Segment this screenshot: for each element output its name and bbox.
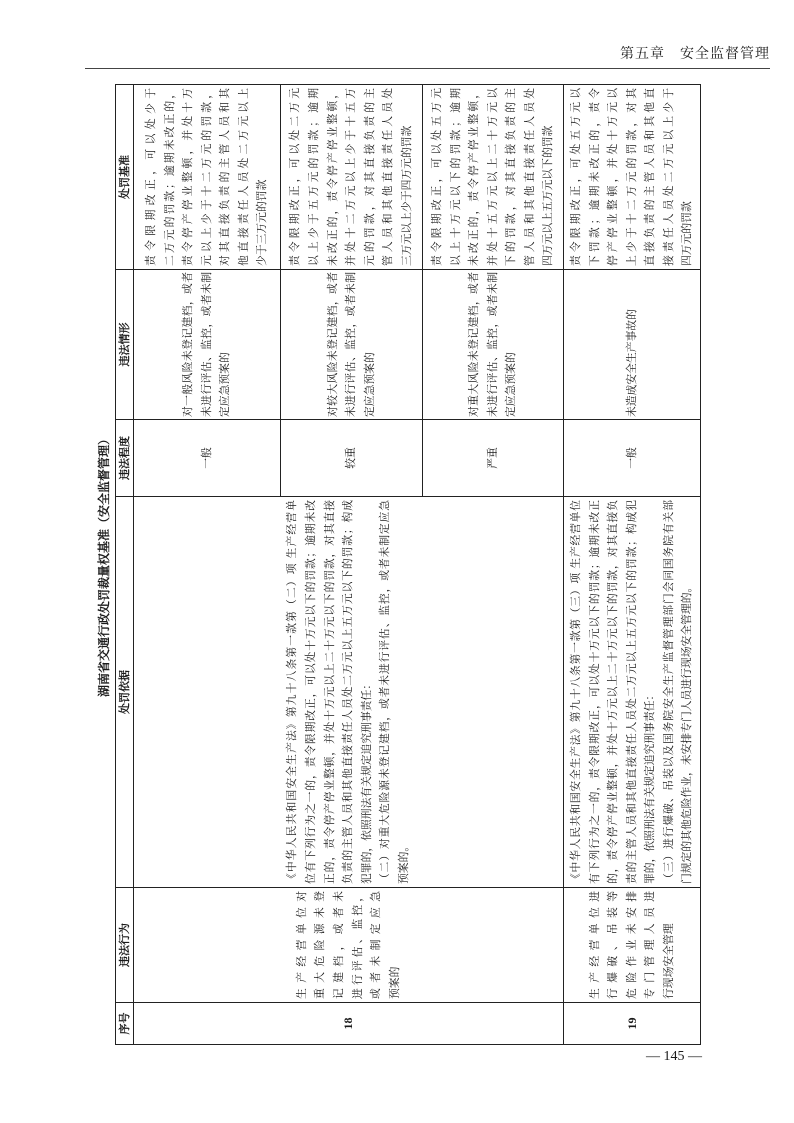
degree-cell: 一般: [564, 420, 701, 497]
text-line: 对一般风险未登记建档，或者: [182, 272, 195, 417]
text-line: 他直接责任人员处二万元以上: [237, 88, 250, 266]
text-line: 预案的: [388, 966, 401, 999]
paragraph: [586, 891, 679, 999]
paragraph: [293, 891, 405, 999]
paragraph: [428, 88, 558, 266]
text-line: 下罚款；逾期未改正的，责令: [588, 88, 601, 266]
text-line: 门规定的其他危险作业，未安排专门人员进行现场安全管理的。: [681, 581, 694, 884]
paragraph: [465, 272, 521, 417]
text-line: 犯罪的，依照刑法有关规定追究刑事责任：: [360, 678, 373, 884]
text-line: 重大危险源未登: [314, 891, 327, 999]
text-line: 《中华人民共和国安全生产法》第九十八条第一款第（三）项 生产经营单位: [569, 500, 582, 884]
header-no: 序号: [116, 1003, 134, 1045]
degree-cell: 严重: [423, 420, 564, 497]
text-line: 责的主管人员和其他直接责任人员处二万元以上五万元以下的罚款；构成犯: [625, 500, 638, 884]
running-head: 第五章 安全监督管理: [620, 47, 770, 62]
circumstance-cell: [281, 270, 423, 420]
header-rule: [85, 68, 770, 69]
text-line: 以上少于五万元的罚款；逾期: [308, 88, 321, 266]
text-line: 《中华人民共和国安全生产法》第九十八条第一款第（二）项 生产经营单: [286, 500, 299, 884]
header-row: [116, 85, 134, 1045]
circumstance-cell: [423, 270, 564, 420]
paragraph: [286, 88, 416, 266]
text-line: 三万元以上少于四万元的罚款: [400, 125, 413, 266]
text-line: 停产停业整顿，并处十万元以: [607, 88, 620, 266]
row-number: 18: [134, 1003, 564, 1045]
text-line: 未进行评估、监控，或者未制: [345, 272, 358, 417]
penalty-table: [115, 84, 701, 1045]
text-line: 未改正的，责令停产停业整顿，: [468, 88, 481, 266]
text-line: 的，责令停产停业整顿，并处十万元以上二十万元以下的罚款，对其直接负: [607, 500, 620, 884]
text-line: 责令限期改正，可以处少于: [144, 88, 157, 266]
penalty-basis-cell: [134, 497, 564, 888]
header-basis: 处罚依据: [116, 497, 134, 888]
text-line: 对其直接负责的主管人员和其: [219, 88, 232, 266]
standard-cell: [134, 85, 281, 270]
text-line: 对重大风险未登记建档，或者: [468, 272, 481, 417]
text-line: 负责的主管人员和其他直接责任人员处二万元以上五万元以下的罚款；构成: [342, 500, 355, 884]
text-line: 未造成安全生产事故的: [625, 309, 638, 417]
text-line: 罪的，依照刑法有关规定追究刑事责任：: [644, 689, 657, 884]
text-line: 四万元的罚款: [681, 201, 694, 266]
paragraph: [660, 500, 697, 884]
header-degree: 违法程度: [116, 420, 134, 497]
text-line: （三）进行爆破、吊装以及国务院安全生产监督管理部门会同国务院有关部: [662, 500, 675, 884]
header-standard: 处罚基准: [116, 85, 134, 270]
page-number: — 145 —: [646, 1049, 702, 1064]
text-line: 以上十万元以下的罚款；逾期: [449, 88, 462, 266]
paragraph: [324, 272, 380, 417]
paragraph: [623, 272, 642, 417]
rotated-table-block: [93, 85, 700, 1045]
text-line: 并处十五万元以上二十万元以: [486, 88, 499, 266]
text-line: 并处十二万元以上少于十五万: [345, 88, 358, 266]
violation-act-cell: [134, 888, 564, 1003]
paragraph: [567, 500, 660, 884]
text-line: 责令限期改正，可以处五万元: [430, 88, 443, 266]
table-row: [564, 85, 701, 1045]
text-line: 未进行评估、监控，或者未制: [486, 272, 499, 417]
text-line: 定应急预案的: [363, 352, 376, 417]
text-line: 行现场安全管理: [662, 923, 675, 999]
violation-act-cell: [564, 888, 701, 1003]
paragraph: [283, 500, 376, 884]
text-line: 责令停产停业整顿，并处十万: [182, 88, 195, 266]
text-line: 四万元以上五万元以下的罚款: [542, 125, 555, 266]
paragraph: [567, 88, 697, 266]
header-circumstance: 违法情形: [116, 270, 134, 420]
text-line: 定应急预案的: [505, 352, 518, 417]
circumstance-cell: [564, 270, 701, 420]
paragraph: [179, 272, 235, 417]
text-line: 直接负责的主管人员和其他直: [644, 88, 657, 266]
text-line: 预案的。: [397, 840, 410, 884]
text-line: 定应急预案的: [219, 352, 232, 417]
text-line: 生产经营单位进: [588, 891, 601, 999]
degree-cell: 较重: [281, 420, 423, 497]
text-line: 接责任人员处二万元以上少于: [662, 88, 675, 266]
text-line: 行爆破、吊装等: [607, 891, 620, 999]
circumstance-cell: [134, 270, 281, 420]
text-line: 正的，责令停产停业整顿，并处十万元以上二十万元以下的罚款，对其直接: [323, 500, 336, 884]
text-line: 少于三万元的罚款: [256, 179, 269, 266]
standard-cell: [281, 85, 423, 270]
table-title: 湖南省交通行政处罚裁量权基准（安全监督管理）: [97, 433, 111, 698]
text-line: 对较大风险未登记建档，或者: [326, 272, 339, 417]
text-line: 管人员和其他直接责任人员处: [523, 88, 536, 266]
text-line: （二）对重大危险源未登记建档，或者未进行评估、监控，或者未制定应急: [379, 500, 392, 884]
text-line: 位有下列行为之一的，责令限期改正，可以处十万元以下的罚款；逾期未改: [305, 500, 318, 884]
text-line: 元以上少于十二万元的罚款，: [200, 88, 213, 266]
text-line: 或者未制定应急: [370, 891, 383, 999]
text-line: 记建档，或者未: [332, 891, 345, 999]
penalty-basis-cell: [564, 497, 701, 888]
text-line: 二万元的罚款；逾期未改正的，: [163, 88, 176, 266]
text-line: 元的罚款，对其直接负责的主: [363, 88, 376, 266]
text-line: 未改正的，责令停产停业整顿，: [326, 88, 339, 266]
row-number: 19: [564, 1003, 701, 1045]
table-row: [134, 85, 281, 1045]
text-line: 上少于十二万元的罚款，对其: [625, 88, 638, 266]
text-line: 进行评估、监控，: [351, 891, 364, 999]
header-act: 违法行为: [116, 888, 134, 1003]
text-line: 专门管理人员进: [644, 891, 657, 999]
text-line: 管人员和其他直接责任人员处: [382, 88, 395, 266]
text-line: 有下列行为之一的，责令限期改正，可以处十万元以下的罚款；逾期未改正: [588, 500, 601, 884]
text-line: 责令限期改正，可以处二万元: [289, 88, 302, 266]
degree-cell: 一般: [134, 420, 281, 497]
paragraph: [142, 88, 272, 266]
text-line: 下的罚款，对其直接负责的主: [505, 88, 518, 266]
text-line: 未进行评估、监控，或者未制: [200, 272, 213, 417]
text-line: 责令限期改正，可处五万元以: [569, 88, 582, 266]
text-line: 生产经营单位对: [295, 891, 308, 999]
standard-cell: [423, 85, 564, 270]
text-line: 危险作业未安排: [625, 891, 638, 999]
standard-cell: [564, 85, 701, 270]
paragraph: [376, 500, 413, 884]
